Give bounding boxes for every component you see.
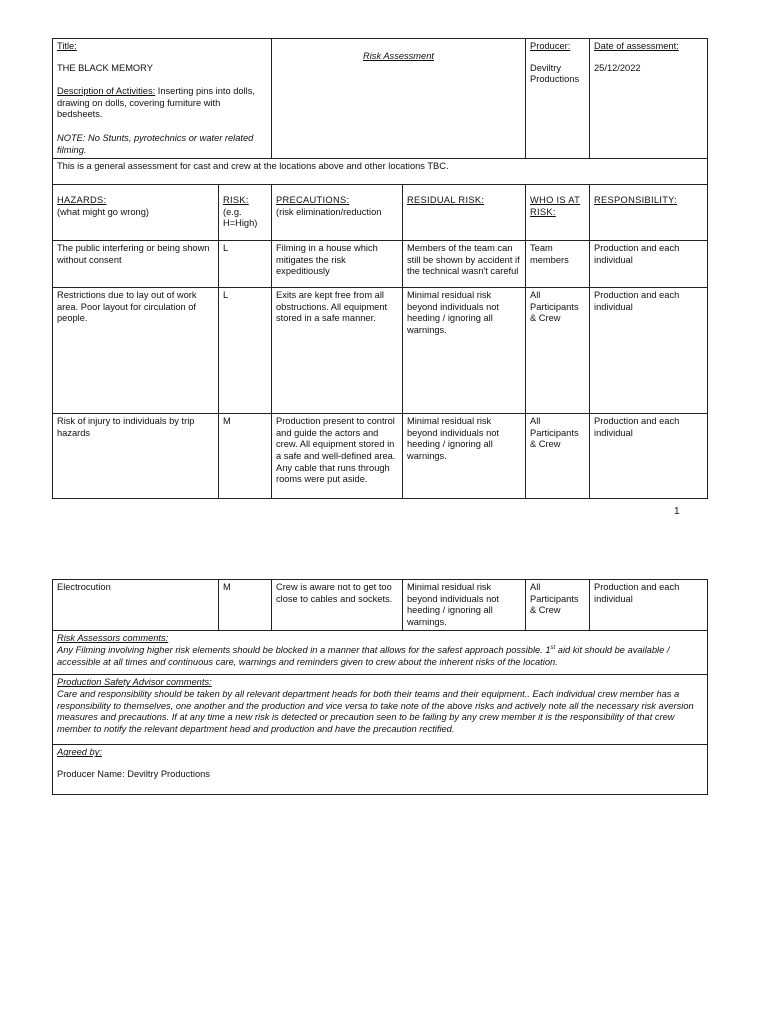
note: NOTE: No Stunts, pyrotechnics or water related filming. [57, 132, 254, 155]
column-header-row [53, 185, 708, 241]
col-precautions: PRECAUTIONS: (risk elimination/reduction [272, 185, 403, 241]
description-label: Description of Activities: [57, 86, 156, 97]
precautions-cell: Crew is aware not to get too close to cables and sockets. [272, 580, 403, 631]
safety-advisor-text: Care and responsibility should be taken by all relevant department heads for both their teams and their equipment.. Each individual crew member has a responsibility to themselves, one another and the production and vice versa to take note of the above risks and actively note all the necessary risk aversion measures and precautions. If at any time a new risk is detected or precaution seen to be failing by any crew member it is the responsibility of that crew member to notify the relevant department head and production and have the precaution rectified. [57, 688, 694, 734]
agreed-row [53, 745, 708, 795]
risk-cell: M [219, 580, 272, 631]
agreed-label: Agreed by: [57, 747, 102, 758]
safety-advisor-row [53, 675, 708, 745]
title-cell [53, 39, 272, 159]
risk-assessment-table [52, 38, 708, 499]
description [57, 86, 267, 121]
responsibility-cell: Production and each individual [590, 241, 708, 288]
col-who: WHO IS AT RISK: [526, 185, 590, 241]
safety-advisor-comments [53, 675, 708, 745]
residual-cell: Minimal residual risk beyond individuals not heeding / ignoring all warnings. [403, 580, 526, 631]
doc-title: Risk Assessment [363, 51, 434, 61]
responsibility-cell: Production and each individual [590, 414, 708, 499]
doc-title-cell [272, 39, 526, 159]
hazard-cell: The public interfering or being shown without consent [53, 241, 219, 288]
description-text: Inserting pins into dolls, drawing on dolls, covering furniture with bedsheets. [57, 86, 255, 120]
producer-label: Producer: [530, 41, 571, 51]
residual-cell: Members of the team can still be shown by accident if the technical wasn't careful [403, 241, 526, 288]
who-cell: All Participants & Crew [526, 414, 590, 499]
col-residual: RESIDUAL RISK: [403, 185, 526, 241]
safety-advisor-label: Production Safety Advisor comments: [57, 677, 212, 688]
col-responsibility: RESPONSIBILITY: [590, 185, 708, 241]
table-row [53, 414, 708, 499]
precautions-cell: Production present to control and guide the actors and crew. All equipment stored in a safe and well-defined area. Any cable that runs through rooms were put aside. [272, 414, 403, 499]
general-note-row [53, 159, 708, 185]
risk-assessment-table-continued [52, 579, 708, 795]
header-row [53, 39, 708, 159]
residual-cell: Minimal residual risk beyond individuals not heeding / ignoring all warnings. [403, 414, 526, 499]
table-row [53, 288, 708, 414]
who-cell: Team members [526, 241, 590, 288]
title-label: Title: [57, 41, 77, 51]
assessor-comments-text: Any Filming involving higher risk elements should be blocked in a manner that allows for the safest approach possible. 1st aid kit should be available / accessible at all times and continuous care, warnings and reminders given to crew about the inherent risks of the location. [57, 644, 670, 667]
assessor-comments-label: Risk Assessors comments: [57, 633, 169, 644]
producer-cell [526, 39, 590, 159]
film-title: THE BLACK MEMORY [57, 62, 153, 73]
table-row [53, 241, 708, 288]
assessment-date: 25/12/2022 [594, 62, 641, 73]
responsibility-cell: Production and each individual [590, 288, 708, 414]
risk-cell: L [219, 288, 272, 414]
col-hazards: HAZARDS: (what might go wrong) [53, 185, 219, 241]
table-row [53, 580, 708, 631]
who-cell: All Participants & Crew [526, 580, 590, 631]
hazard-cell: Electrocution [53, 580, 219, 631]
risk-cell: M [219, 414, 272, 499]
agreed-cell [53, 745, 708, 795]
producer-name-line: Producer Name: Deviltry Productions [57, 768, 210, 779]
risk-cell: L [219, 241, 272, 288]
hazard-cell: Risk of injury to individuals by trip hazards [53, 414, 219, 499]
date-label: Date of assessment: [594, 41, 679, 51]
precautions-cell: Exits are kept free from all obstructions. All equipment stored in a safe manner. [272, 288, 403, 414]
hazard-cell: Restrictions due to lay out of work area. Poor layout for circulation of people. [53, 288, 219, 414]
responsibility-cell: Production and each individual [590, 580, 708, 631]
who-cell: All Participants & Crew [526, 288, 590, 414]
general-note: This is a general assessment for cast and crew at the locations above and other locations TBC. [53, 159, 708, 185]
assessor-comments-row [53, 631, 708, 675]
date-cell [590, 39, 708, 159]
residual-cell: Minimal residual risk beyond individuals not heeding / ignoring all warnings. [403, 288, 526, 414]
page-number: 1 [674, 506, 680, 517]
assessor-comments [53, 631, 708, 675]
precautions-cell: Filming in a house which mitigates the risk expeditiously [272, 241, 403, 288]
col-risk: RISK: (e.g. H=High) [219, 185, 272, 241]
producer-name: Deviltry Productions [530, 62, 580, 85]
